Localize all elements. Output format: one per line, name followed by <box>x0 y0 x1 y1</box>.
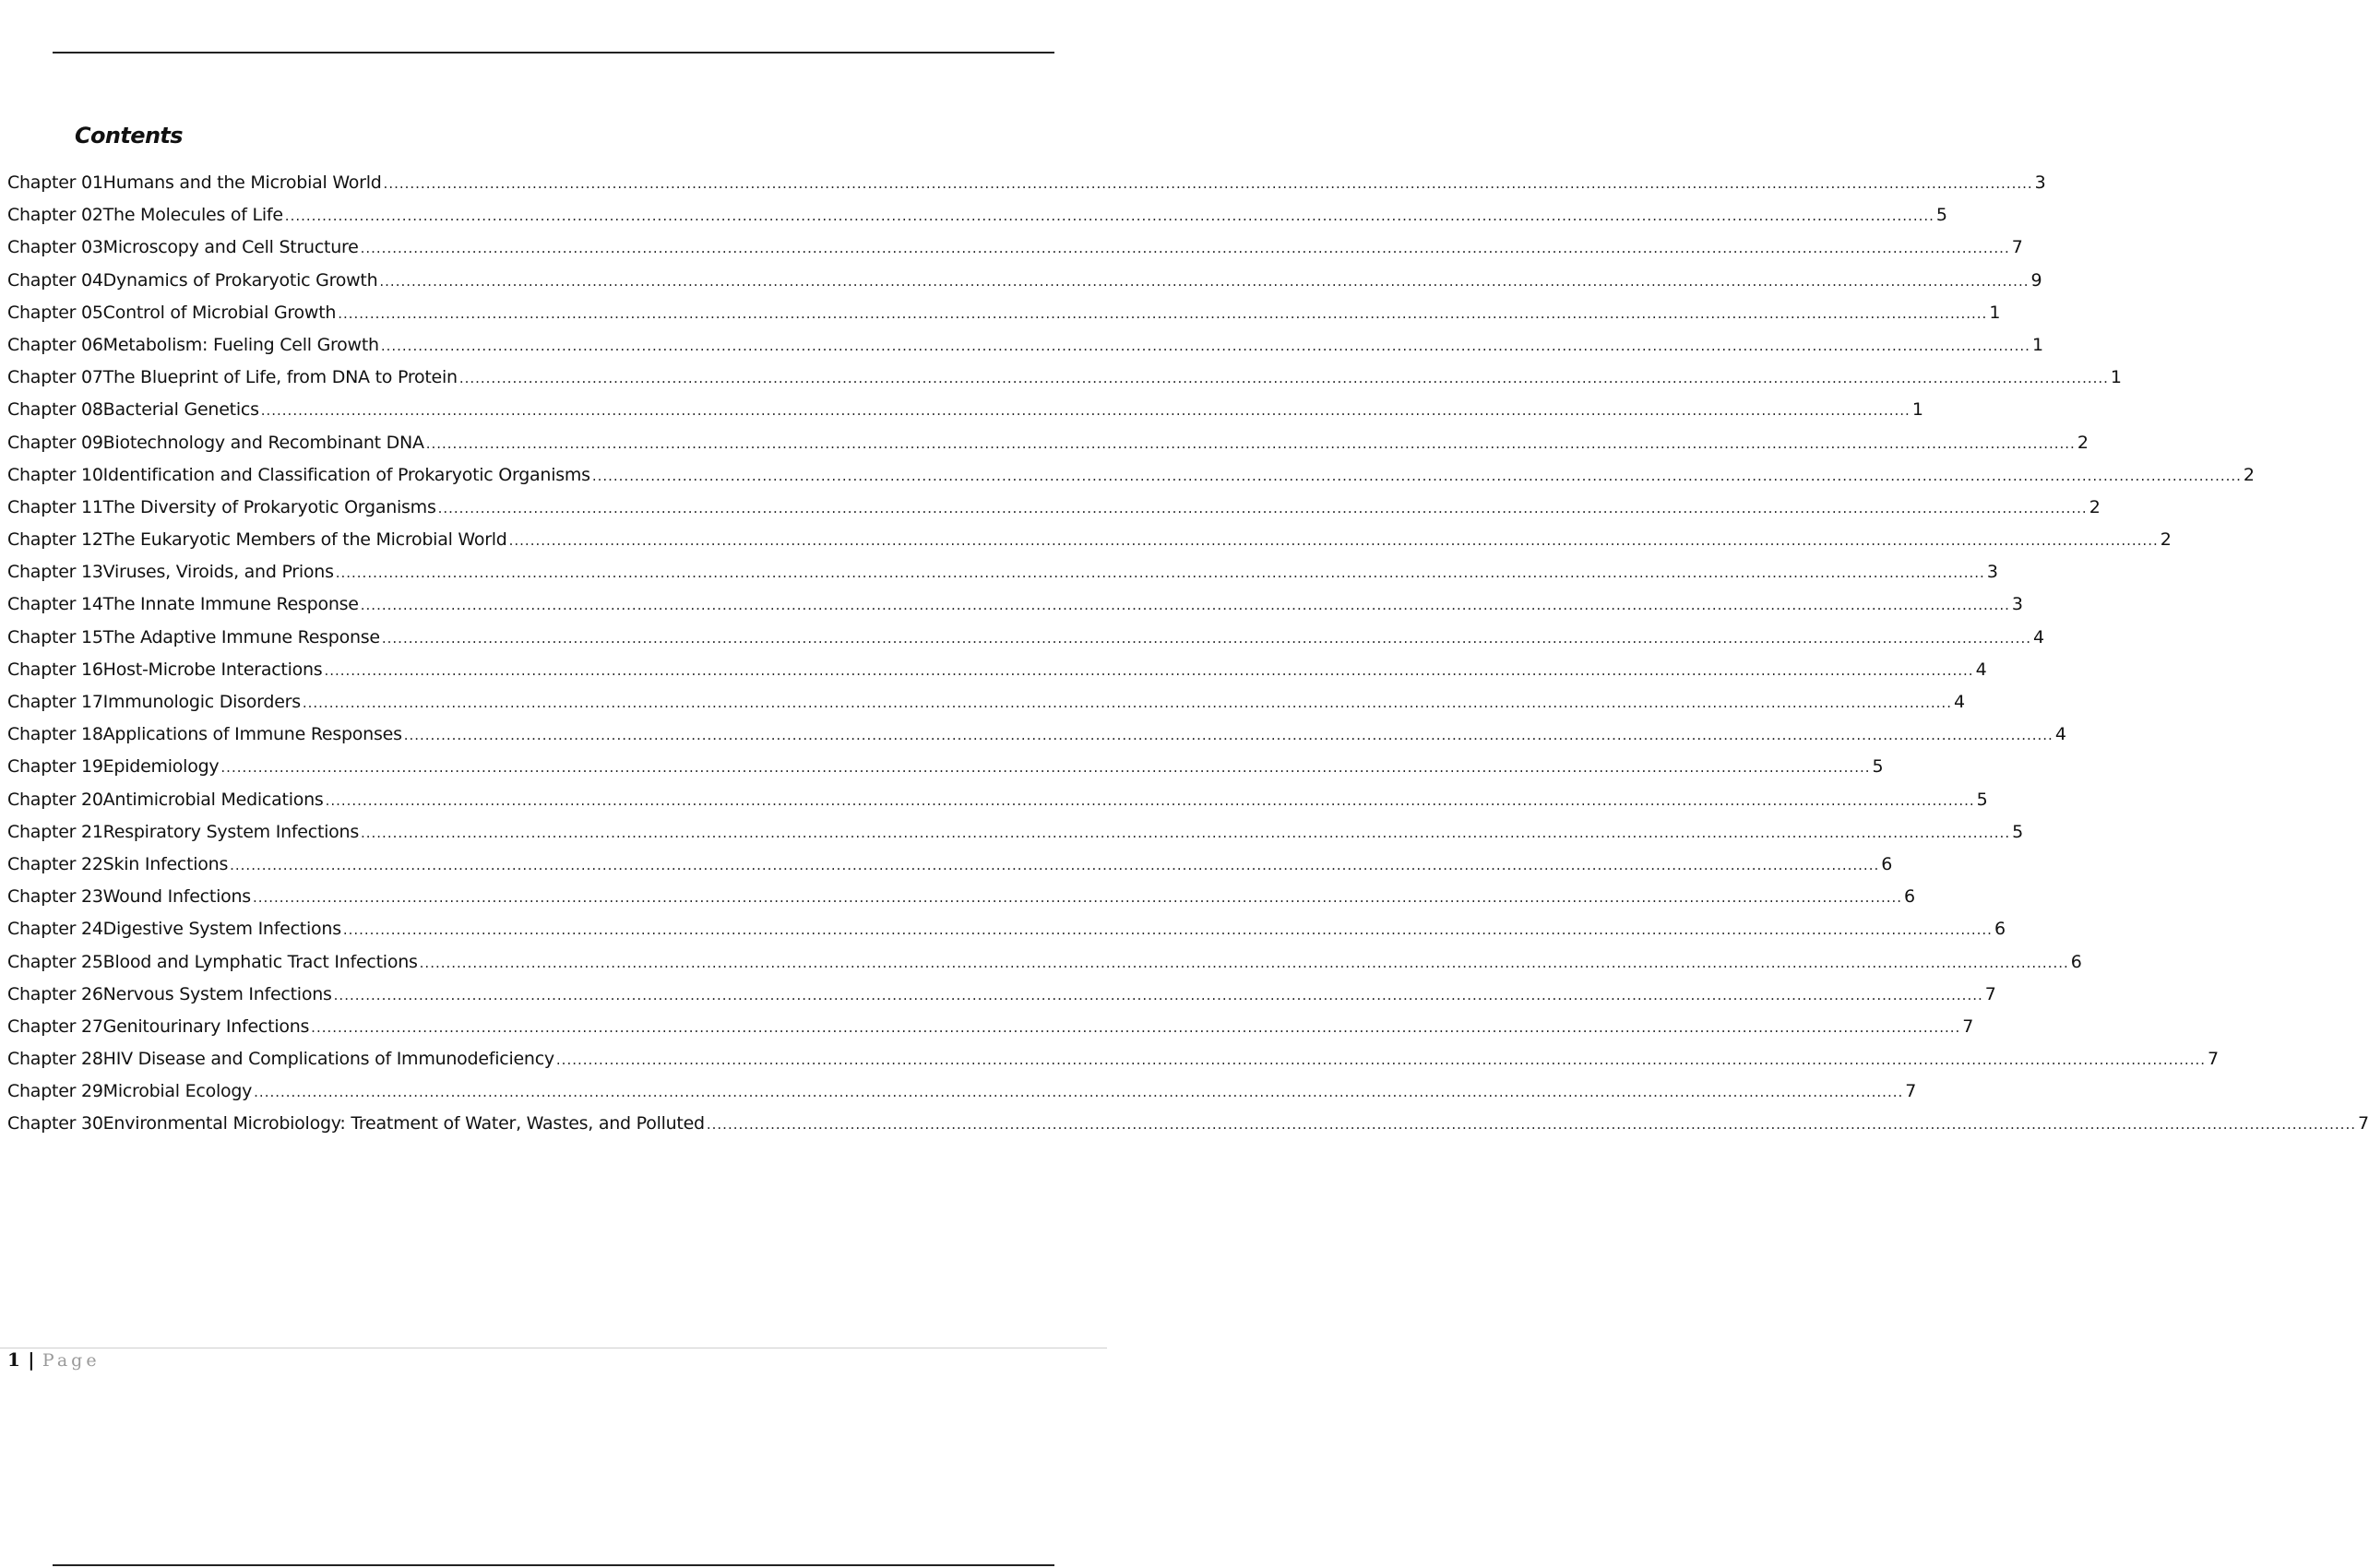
dot-leader <box>436 493 2088 525</box>
toc-entry-page-number[interactable]: 6 <box>1881 853 1893 874</box>
toc-entry[interactable] <box>7 427 2089 459</box>
dot-leader <box>458 362 2109 395</box>
dot-leader <box>402 719 2054 752</box>
toc-entry-page-number[interactable]: 4 <box>1953 692 1965 712</box>
toc-entry-page-number[interactable]: 4 <box>2054 724 2066 745</box>
toc-entry-title[interactable]: Chapter 27Genitourinary Infections <box>7 1016 310 1037</box>
toc-entry-page-number[interactable]: 6 <box>2070 951 2082 972</box>
toc-entry-title[interactable]: Chapter 10Identification and Classification of Prokaryotic Organisms <box>7 464 590 485</box>
toc-entry-title[interactable]: Chapter 17Immunologic Disorders <box>7 692 301 712</box>
toc-entry-title[interactable]: Chapter 14The Innate Immune Response <box>7 594 359 615</box>
toc-entry-title[interactable]: Chapter 03Microscopy and Cell Structure <box>7 237 359 258</box>
toc-entry-page-number[interactable]: 1 <box>2031 334 2043 355</box>
dot-leader <box>283 200 1934 232</box>
dot-leader <box>334 557 1985 589</box>
toc-entry[interactable] <box>7 232 2023 264</box>
contents-heading: Contents <box>75 123 183 148</box>
toc-entry-title[interactable]: Chapter 29Microbial Ecology <box>7 1081 253 1102</box>
toc-entry-page-number[interactable]: 2 <box>2243 464 2255 485</box>
toc-entry-page-number[interactable]: 6 <box>1994 919 2006 940</box>
toc-entry-title[interactable]: Chapter 07The Blueprint of Life, from DNA to Protein <box>7 367 458 388</box>
dot-leader <box>251 882 1902 914</box>
footer-separator: | <box>28 1348 35 1371</box>
toc-entry-page-number[interactable]: 3 <box>1986 562 1998 583</box>
dot-leader <box>219 752 1870 784</box>
toc-entry[interactable] <box>7 946 2082 979</box>
toc-entry-page-number[interactable]: 5 <box>1872 756 1884 778</box>
toc-entry[interactable] <box>7 881 1915 913</box>
toc-entry-title[interactable]: Chapter 01Humans and the Microbial World <box>7 172 382 193</box>
toc-entry-page-number[interactable]: 5 <box>1935 205 1947 226</box>
toc-entry-page-number[interactable]: 4 <box>1975 659 1987 680</box>
dot-leader <box>332 980 1983 1012</box>
toc-entry[interactable] <box>7 622 2044 654</box>
toc-entry-page-number[interactable]: 7 <box>1984 983 1996 1004</box>
toc-entry-page-number[interactable]: 5 <box>1976 789 1988 810</box>
toc-entry[interactable] <box>7 686 1965 719</box>
dot-leader <box>252 1076 1903 1109</box>
toc-entry-title[interactable]: Chapter 04Dynamics of Prokaryotic Growth <box>7 269 378 291</box>
toc-entry-title[interactable]: Chapter 12The Eukaryotic Members of the Microbial World <box>7 529 507 551</box>
dot-leader <box>336 298 1987 330</box>
toc-entry-title[interactable]: Chapter 22Skin Infections <box>7 853 229 874</box>
toc-entry-page-number[interactable]: 1 <box>1989 302 2001 323</box>
dot-leader <box>424 428 2076 460</box>
dot-leader <box>341 914 1993 946</box>
dot-leader <box>377 266 2029 298</box>
toc-entry-title[interactable]: Chapter 26Nervous System Infections <box>7 983 332 1004</box>
toc-entry[interactable] <box>7 524 2172 556</box>
dot-leader <box>554 1044 2206 1076</box>
toc-entry-title[interactable]: Chapter 18Applications of Immune Responses <box>7 724 402 745</box>
toc-entry[interactable] <box>7 751 1884 783</box>
toc-entry-title[interactable]: Chapter 20Antimicrobial Medications <box>7 789 324 810</box>
toc-entry-title[interactable]: Chapter 11The Diversity of Prokaryotic Organisms <box>7 496 436 517</box>
toc-entry-title[interactable]: Chapter 06Metabolism: Fueling Cell Growth <box>7 334 379 355</box>
toc-entry-page-number[interactable]: 3 <box>2011 594 2023 615</box>
toc-entry-page-number[interactable]: 1 <box>2110 367 2122 388</box>
toc-entry-page-number[interactable]: 7 <box>1962 1016 1974 1037</box>
toc-entry[interactable] <box>7 492 2101 524</box>
toc-entry[interactable] <box>7 913 2006 945</box>
toc-entry-page-number[interactable]: 5 <box>2012 821 2023 842</box>
footer-page-label: Page <box>42 1350 101 1371</box>
dot-leader <box>359 589 2010 622</box>
toc-entry-page-number[interactable]: 7 <box>2208 1049 2219 1070</box>
toc-entry[interactable] <box>7 459 2255 492</box>
toc-entry[interactable] <box>7 1108 2369 1140</box>
toc-entry-title[interactable]: Chapter 30Environmental Microbiology: Treatment of Water, Wastes, and Polluted <box>7 1113 705 1134</box>
toc-entry-page-number[interactable]: 7 <box>2357 1113 2369 1134</box>
top-rule <box>53 52 1054 53</box>
footer-page-number: 1 <box>7 1348 20 1371</box>
toc-entry[interactable] <box>7 849 1893 881</box>
toc-entry-page-number[interactable]: 2 <box>2089 496 2101 517</box>
dot-leader <box>301 687 1952 719</box>
toc-entry[interactable] <box>7 1075 1917 1108</box>
toc-entry-title[interactable]: Chapter 28HIV Disease and Complications of Immunodeficiency <box>7 1049 554 1070</box>
toc-entry[interactable] <box>7 167 2046 199</box>
toc-entry[interactable] <box>7 394 1923 426</box>
dot-leader <box>324 785 1975 817</box>
dot-leader <box>507 525 2159 557</box>
toc-entry-title[interactable]: Chapter 05Control of Microbial Growth <box>7 302 337 323</box>
toc-entry-page-number[interactable]: 4 <box>2032 626 2044 647</box>
toc-entry-page-number[interactable]: 7 <box>2011 237 2023 258</box>
toc-entry[interactable] <box>7 588 2023 621</box>
toc-entry-title[interactable]: Chapter 13Viruses, Viroids, and Prions <box>7 562 334 583</box>
toc-entry-page-number[interactable]: 1 <box>1911 399 1923 421</box>
toc-entry-title[interactable]: Chapter 16Host-Microbe Interactions <box>7 659 323 680</box>
toc-entry[interactable] <box>7 329 2043 362</box>
toc-entry-page-number[interactable]: 2 <box>2077 432 2089 453</box>
toc-entry-title[interactable]: Chapter 23Wound Infections <box>7 886 251 908</box>
table-of-contents <box>7 167 2369 1141</box>
toc-entry-page-number[interactable]: 9 <box>2030 269 2042 291</box>
toc-entry-page-number[interactable]: 7 <box>1905 1081 1917 1102</box>
toc-entry-title[interactable]: Chapter 25Blood and Lymphatic Tract Infections <box>7 951 418 972</box>
toc-entry[interactable] <box>7 654 1987 686</box>
toc-entry[interactable] <box>7 816 2023 849</box>
dot-leader <box>359 232 2010 265</box>
dot-leader <box>259 395 1911 427</box>
toc-entry[interactable] <box>7 556 1998 588</box>
toc-entry[interactable] <box>7 265 2042 297</box>
toc-entry-title[interactable]: Chapter 24Digestive System Infections <box>7 919 341 940</box>
bottom-rule <box>53 1564 1054 1566</box>
dot-leader <box>380 623 2031 655</box>
toc-entry[interactable] <box>7 979 1996 1011</box>
toc-entry-title[interactable]: Chapter 08Bacterial Genetics <box>7 399 259 421</box>
toc-entry-title[interactable]: Chapter 21Respiratory System Infections <box>7 821 359 842</box>
toc-entry-title[interactable]: Chapter 15The Adaptive Immune Response <box>7 626 380 647</box>
toc-entry[interactable] <box>7 1011 1974 1043</box>
dot-leader <box>309 1012 1960 1044</box>
toc-entry-page-number[interactable]: 6 <box>1904 886 1915 908</box>
dot-leader <box>705 1109 2356 1141</box>
dot-leader <box>359 817 2010 849</box>
toc-entry-title[interactable]: Chapter 09Biotechnology and Recombinant DNA <box>7 432 424 453</box>
dot-leader <box>228 849 1879 882</box>
toc-entry[interactable] <box>7 1043 2219 1075</box>
toc-entry-title[interactable]: Chapter 19Epidemiology <box>7 756 220 778</box>
dot-leader <box>382 168 2033 200</box>
dot-leader <box>322 655 1973 687</box>
toc-entry[interactable] <box>7 362 2122 394</box>
toc-entry[interactable] <box>7 199 1947 232</box>
dot-leader <box>590 460 2242 493</box>
toc-entry-page-number[interactable]: 3 <box>2034 172 2046 193</box>
toc-entry-title[interactable]: Chapter 02The Molecules of Life <box>7 205 283 226</box>
toc-entry[interactable] <box>7 784 1988 816</box>
dot-leader <box>418 947 2069 980</box>
page-footer <box>7 1348 101 1372</box>
toc-entry[interactable] <box>7 297 2001 329</box>
dot-leader <box>379 330 2030 362</box>
toc-entry[interactable] <box>7 719 2066 751</box>
toc-entry-page-number[interactable]: 2 <box>2160 529 2172 551</box>
